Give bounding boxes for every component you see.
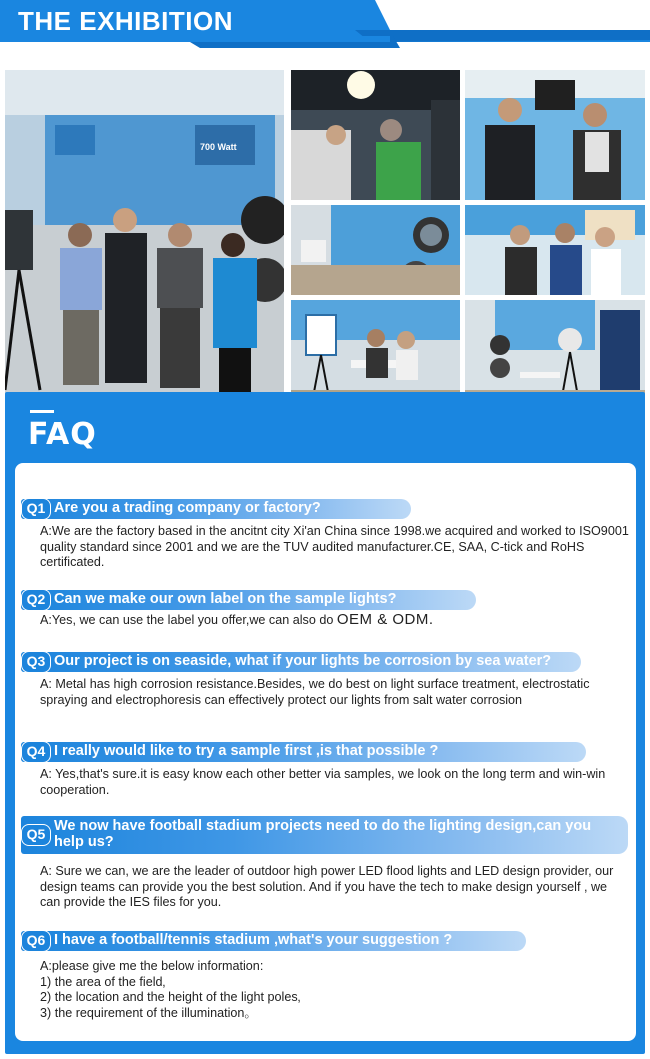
booth-floodlight-display — [291, 205, 460, 295]
booth-group-photo — [5, 70, 284, 400]
question-text: I have a football/tennis stadium ,what's your suggestion ? — [54, 932, 453, 948]
photo-icon — [291, 205, 460, 295]
photo-icon — [465, 70, 645, 200]
answer-text: A:Yes, we can use the label you offer,we can also do — [40, 613, 337, 627]
question-number: Q4 — [21, 741, 51, 763]
answer-line: 3) the requirement of the illumination。 — [40, 1005, 258, 1020]
faq-answer-1: A:We are the factory based in the ancitnt city Xi'an China since 1998.we acquired and worked to ISO9001 quality standard since 2001 and we are the TUV audited manufacturer.CE, SAA, C-tick and RoHS certificated. — [40, 524, 629, 569]
question-number: Q6 — [21, 930, 51, 952]
faq-question-1 — [21, 499, 411, 519]
booth-sign-watt: 700 Watt — [200, 142, 237, 152]
question-text: We now have football stadium projects need to do the lighting design,can you help us? — [54, 818, 592, 850]
exhibition-header — [0, 0, 650, 56]
visitors-discussing — [465, 70, 645, 200]
faq-title-mark — [30, 410, 54, 413]
faq-answer-5: A: Sure we can, we are the leader of outdoor high power LED flood lights and LED design provider, our design teams can provide you the best solution. And if you have the tech to make design yourself , we can provide the IES files for you. — [40, 864, 614, 909]
faq-question-4 — [21, 742, 586, 762]
question-number: Q2 — [21, 589, 51, 611]
question-text: I really would like to try a sample first ,is that possible ? — [54, 743, 439, 759]
photo-icon — [291, 70, 460, 200]
question-number: Q3 — [21, 651, 51, 673]
answer-line: 2) the location and the height of the light poles‚ — [40, 990, 301, 1004]
faq-question-5 — [21, 816, 628, 854]
answer-line: A:please give me the below information: — [40, 959, 264, 973]
faq-answer-2 — [40, 612, 630, 629]
faq-title: FAQ — [28, 417, 97, 452]
oem-odm-emphasis: OEM & ODM. — [336, 611, 434, 628]
faq-question-3 — [21, 652, 581, 672]
faq-answer-4: A: Yes,that's sure.it is easy know each other better via samples, we look on the long term and win-win cooperation. — [40, 767, 606, 797]
question-number: Q1 — [21, 498, 51, 520]
photo-icon — [465, 205, 645, 295]
faq-question-6 — [21, 931, 526, 951]
visitors-group — [465, 205, 645, 295]
question-number: Q5 — [21, 824, 51, 846]
visitors-inspecting-light — [291, 70, 460, 200]
faq-answer-3: A: Metal has high corrosion resistance.Besides, we do best on light surface treatment, electrostatic spraying and electrophoresis can effectively protect our lights from salt water corrosion — [40, 677, 590, 707]
question-text: Our project is on seaside, what if your lights be corrosion by sea water? — [54, 653, 552, 669]
faq-answer-6 — [40, 959, 630, 1021]
exhibition-title: THE EXHIBITION — [18, 6, 234, 36]
answer-line: 1) the area of the field‚ — [40, 974, 166, 989]
question-text: Are you a trading company or factory? — [54, 500, 321, 516]
faq-question-2 — [21, 590, 476, 610]
question-text: Can we make our own label on the sample lights? — [54, 591, 397, 607]
photo-icon — [5, 70, 284, 400]
